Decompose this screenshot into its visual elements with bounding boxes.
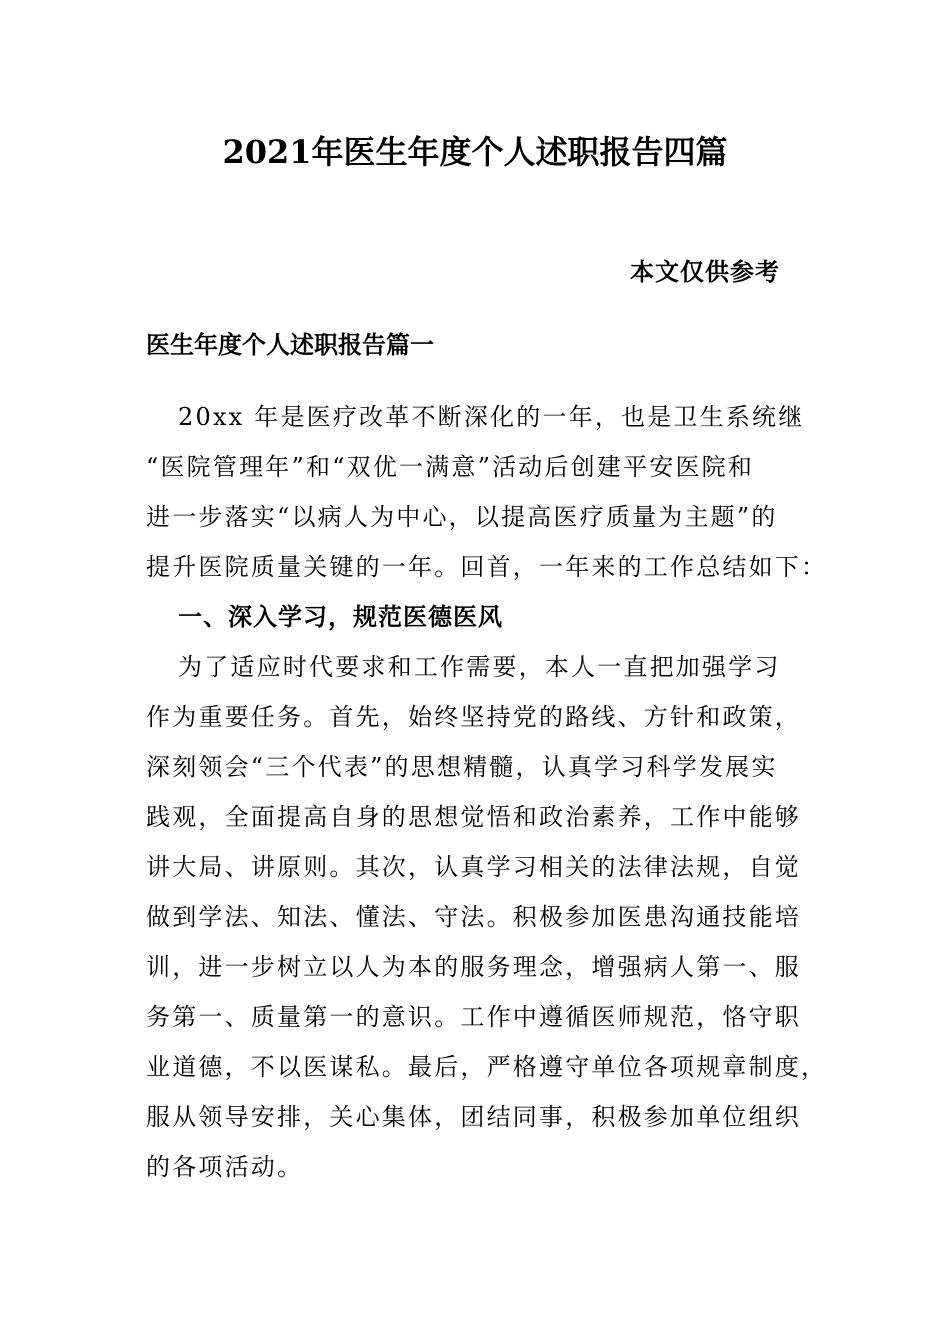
subsection-heading: 一、深入学习，规范医德医风 (178, 602, 503, 631)
paragraph-line: 训，进一步树立以人为本的服务理念，增强病人第一、服 (146, 953, 801, 981)
paragraph-line: 的各项活动。 (146, 1153, 304, 1181)
paragraph-line: 进一步落实“以病人为中心，以提高医疗质量为主题”的 (146, 503, 778, 531)
section-heading: 医生年度个人述职报告篇一 (146, 330, 434, 359)
page-title: 2021年医生年度个人述职报告四篇 (222, 133, 728, 171)
paragraph-line: 践观，全面提高自身的思想觉悟和政治素养，工作中能够 (146, 803, 801, 831)
paragraph-line: 为了适应时代要求和工作需要，本人一直把加强学习 (178, 653, 781, 681)
paragraph-line: “医院管理年”和“双优一满意”活动后创建平安医院和 (146, 453, 755, 481)
paragraph-line: 作为重要任务。首先，始终坚持党的路线、方针和政策， (146, 703, 801, 731)
paragraph-line: 业道德，不以医谋私。最后，严格遵守单位各项规章制度， (146, 1053, 828, 1081)
reference-note: 本文仅供参考 (630, 257, 780, 286)
paragraph-line: 务第一、质量第一的意识。工作中遵循医师规范，恪守职 (146, 1003, 801, 1031)
paragraph-line: 讲大局、讲原则。其次，认真学习相关的法律法规，自觉 (146, 853, 801, 881)
paragraph-line: 做到学法、知法、懂法、守法。积极参加医患沟通技能培 (146, 903, 801, 931)
paragraph-line: 服从领导安排，关心集体，团结同事，积极参加单位组织 (146, 1103, 801, 1131)
paragraph-line: 提升医院质量关键的一年。回首，一年来的工作总结如下： (146, 553, 828, 581)
paragraph-line: 深刻领会“三个代表”的思想精髓，认真学习科学发展实 (146, 753, 778, 781)
paragraph-line: 20xx 年是医疗改革不断深化的一年，也是卫生系统继 (178, 403, 805, 431)
